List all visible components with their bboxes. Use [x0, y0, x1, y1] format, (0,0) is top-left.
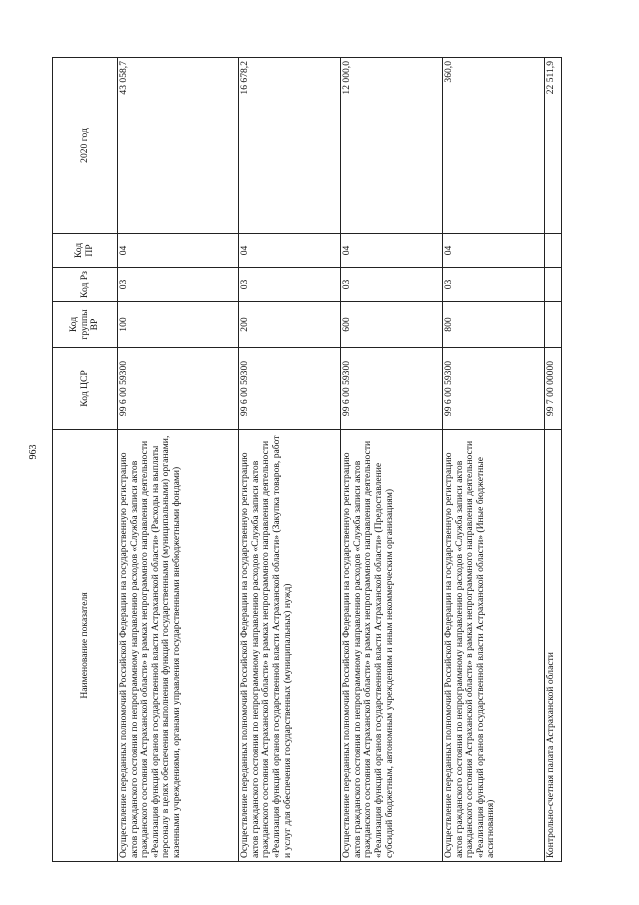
page-number: 963	[28, 444, 39, 460]
header-pr: Код ПР	[53, 234, 118, 268]
header-csr: Код ЦСР	[53, 348, 118, 430]
row-csr: 99 7 00 00000	[545, 348, 562, 430]
table-row	[239, 58, 341, 862]
row-rz: 03	[118, 268, 239, 302]
row-pr: 04	[443, 234, 545, 268]
row-rz	[545, 268, 562, 302]
row-name: Осуществление переданных полномочий Российской Федерации на государственную регистрацию актов гражданского состояния по непрограммному направлению расходов «Служба записи актов гражданского состояния Астраханской области» в рамках непрограммного направления деятельности «Реализация функций органов государственной власти Астраханской области» (Закупка товаров, работ и услуг для обеспечения государственных (муниципальных) нужд)	[239, 430, 341, 862]
row-pr: 04	[118, 234, 239, 268]
row-name: Осуществление переданных полномочий Российской Федерации на государственную регистрацию актов гражданского состояния по непрограммному направлению расходов «Служба записи актов гражданского состояния Астраханской области» в рамках непрограммного направления деятельности «Реализация функций органов государственной власти Астраханской области» (Расходы на выплаты персоналу в целях обеспечения выполнения функций государственными (муниципальными) органами, казенными учреждениями, органами управления государственными внебюджетными фондами)	[118, 430, 239, 862]
table-row	[341, 58, 443, 862]
row-vr: 800	[443, 302, 545, 348]
row-rz: 03	[443, 268, 545, 302]
header-rz: Код Рз	[53, 268, 118, 302]
table-row	[118, 58, 239, 862]
rotated-table-container	[52, 58, 562, 862]
row-rz: 03	[239, 268, 341, 302]
row-name: Осуществление переданных полномочий Российской Федерации на государственную регистрацию актов гражданского состояния по непрограммному направлению расходов «Служба записи актов гражданского состояния Астраханской области» в рамках непрограммного направления деятельности «Реализация функций органов государственной власти Астраханской области» (Иные бюджетные ассигнования)	[443, 430, 545, 862]
row-value: 360,0	[443, 58, 545, 234]
row-pr	[545, 234, 562, 268]
row-vr: 100	[118, 302, 239, 348]
row-csr: 99 6 00 59300	[443, 348, 545, 430]
table-row	[545, 58, 562, 862]
row-vr: 600	[341, 302, 443, 348]
header-vr: Код группы ВР	[53, 302, 118, 348]
row-value: 22 511,9	[545, 58, 562, 234]
header-name: Наименование показателя	[53, 430, 118, 862]
row-pr: 04	[239, 234, 341, 268]
row-csr: 99 6 00 59300	[341, 348, 443, 430]
row-rz: 03	[341, 268, 443, 302]
row-value: 12 000,0	[341, 58, 443, 234]
row-vr: 200	[239, 302, 341, 348]
header-year: 2020 год	[53, 58, 118, 234]
row-csr: 99 6 00 59300	[239, 348, 341, 430]
row-name: Контрольно-счетная палата Астраханской области	[545, 430, 562, 862]
budget-table	[52, 57, 562, 862]
row-csr: 99 6 00 59300	[118, 348, 239, 430]
header-row	[53, 58, 118, 862]
row-vr	[545, 302, 562, 348]
table-row	[443, 58, 545, 862]
row-name: Осуществление переданных полномочий Российской Федерации на государственную регистрацию актов гражданского состояния по непрограммному направлению расходов «Служба записи актов гражданского состояния Астраханской области» в рамках непрограммного направления деятельности «Реализация функций органов государственной власти Астраханской области» (Предоставление субсидий бюджетным, автономным учреждениям и иным некоммерческим организациям)	[341, 430, 443, 862]
row-value: 43 058,7	[118, 58, 239, 234]
row-pr: 04	[341, 234, 443, 268]
row-value: 16 678,2	[239, 58, 341, 234]
